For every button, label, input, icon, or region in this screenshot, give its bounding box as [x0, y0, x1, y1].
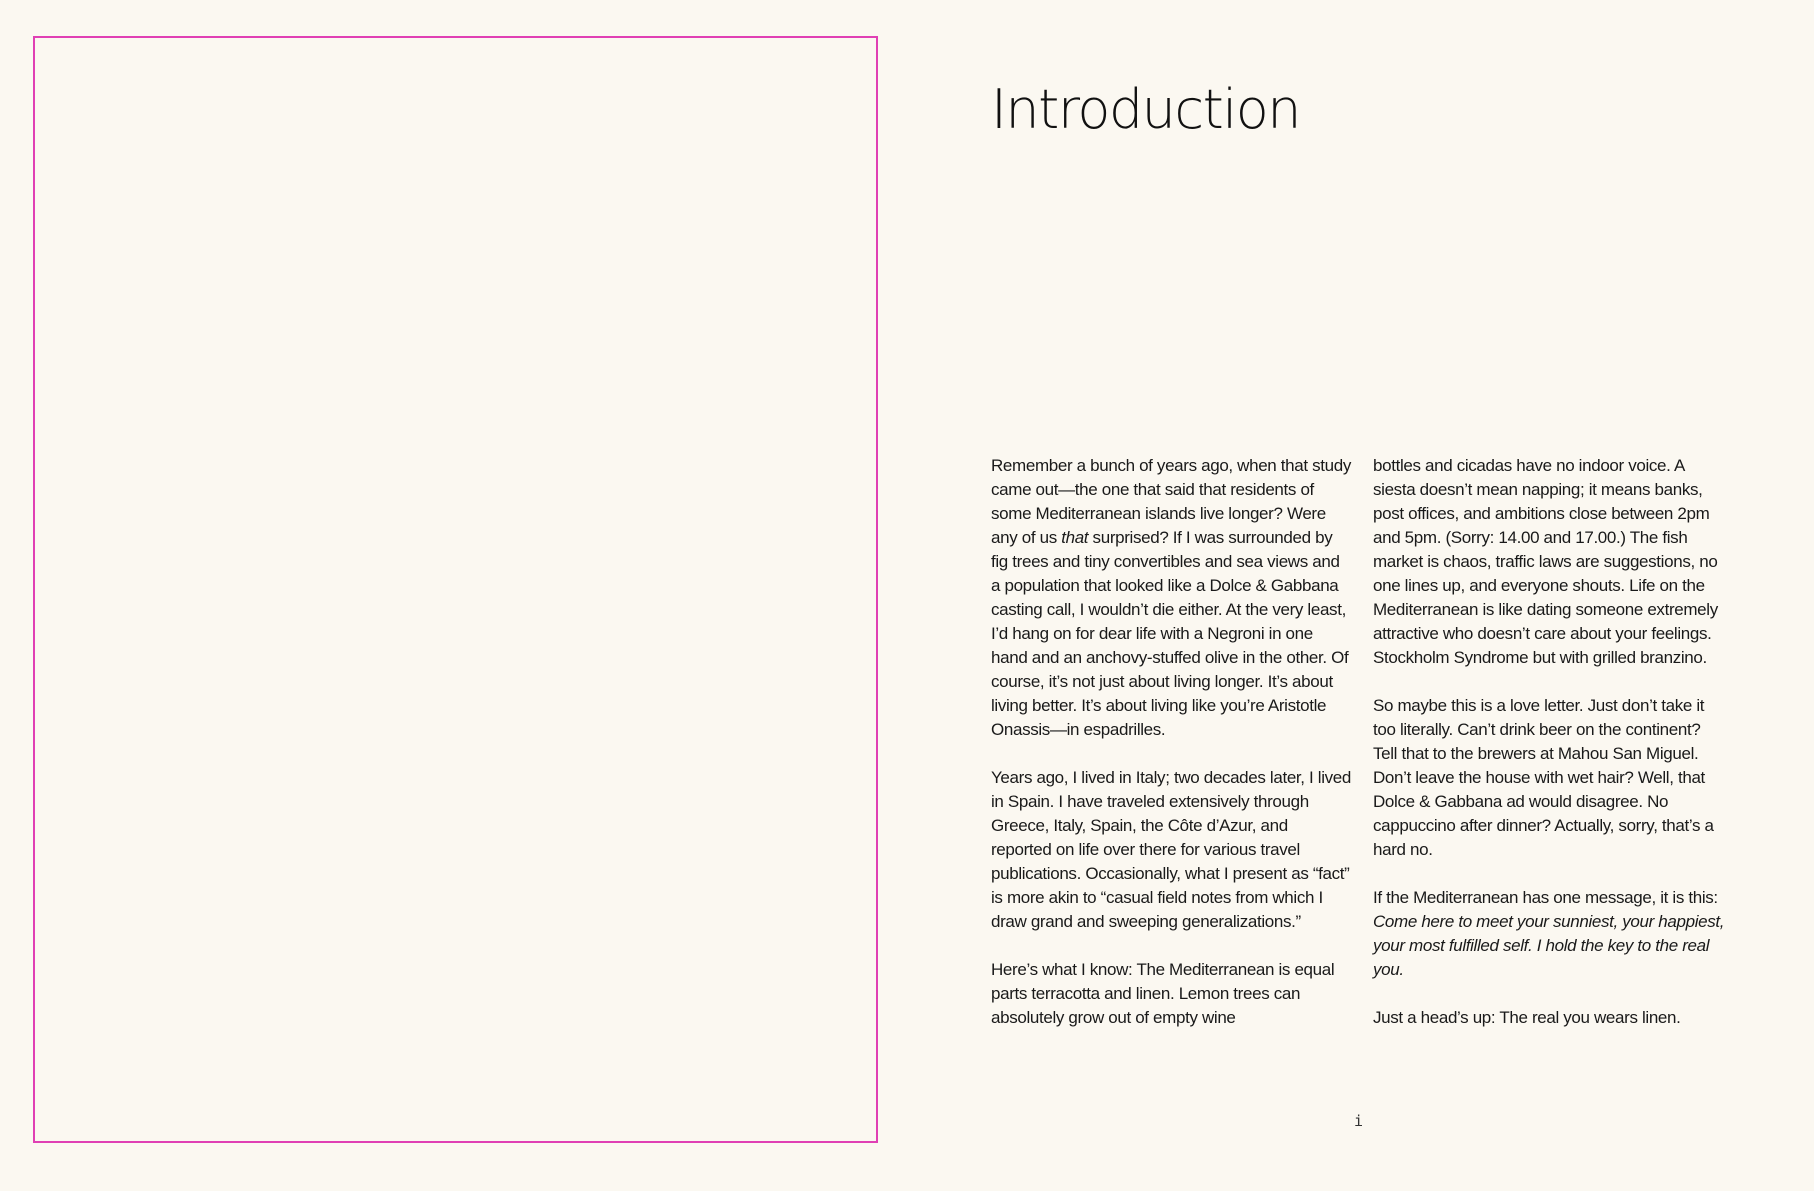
paragraph: bottles and cicadas have no indoor voice. A siesta doesn’t mean napping; it means banks, post offices, and ambitions close between 2pm and 5pm. (Sorry: 14.00 and 17.00.) The fish market is chaos, traffic laws are suggestions, no one lines up, and everyone shouts. Life on the Mediterranean is like dating someone extremely attractive who doesn’t care about your feelings. Stockholm Syndrome but with grilled branzino. — [1373, 456, 1718, 667]
paragraph: If the Mediterranean has one message, it is this: Come here to meet your sunniest, your happiest, your most fulfilled self. I hold the key to the real you. — [1373, 888, 1725, 979]
paragraph: Here’s what I know: The Mediterranean is equal parts terracotta and linen. Lemon trees can absolutely grow out of empty wine — [991, 960, 1335, 1027]
paragraph: Years ago, I lived in Italy; two decades later, I lived in Spain. I have traveled extensively through Greece, Italy, Spain, the Côte d’Azur, and reported on life over there for various travel publications. Occasionally, what I present as “fact” is more akin to “casual field notes from which I draw grand and sweeping generalizations.” — [991, 768, 1352, 931]
paragraph: Just a head’s up: The real you wears linen. — [1373, 1008, 1681, 1027]
paragraph: So maybe this is a love letter. Just don’t take it too literally. Can’t drink beer on the continent? Tell that to the brewers at Mahou San Miguel. Don’t leave the house with wet hair? Well, that Dolce & Gabbana ad would disagree. No cappuccino after dinner? Actually, sorry, that’s a hard no. — [1373, 696, 1714, 859]
page-title: Introduction — [991, 78, 1301, 141]
page-number: i — [1354, 1112, 1364, 1130]
text-column-right — [1373, 454, 1725, 1030]
paragraph: Remember a bunch of years ago, when that study came out—the one that said that residents of some Mediterranean islands live longer? Were any of us that surprised? If I was surrounded by fig trees and tiny convertibles and sea views and a population that looked like a Dolce & Gabbana casting call, I wouldn’t die either. At the very least, I’d hang on for dear life with a Negroni in one hand and an anchovy-stuffed olive in the other. Of course, it’s not just about living longer. It’s about living better. It’s about living like you’re Aristotle Onassis—in espadrilles. — [991, 456, 1352, 739]
image-placeholder-frame — [33, 36, 878, 1143]
text-column-left — [991, 454, 1351, 1030]
